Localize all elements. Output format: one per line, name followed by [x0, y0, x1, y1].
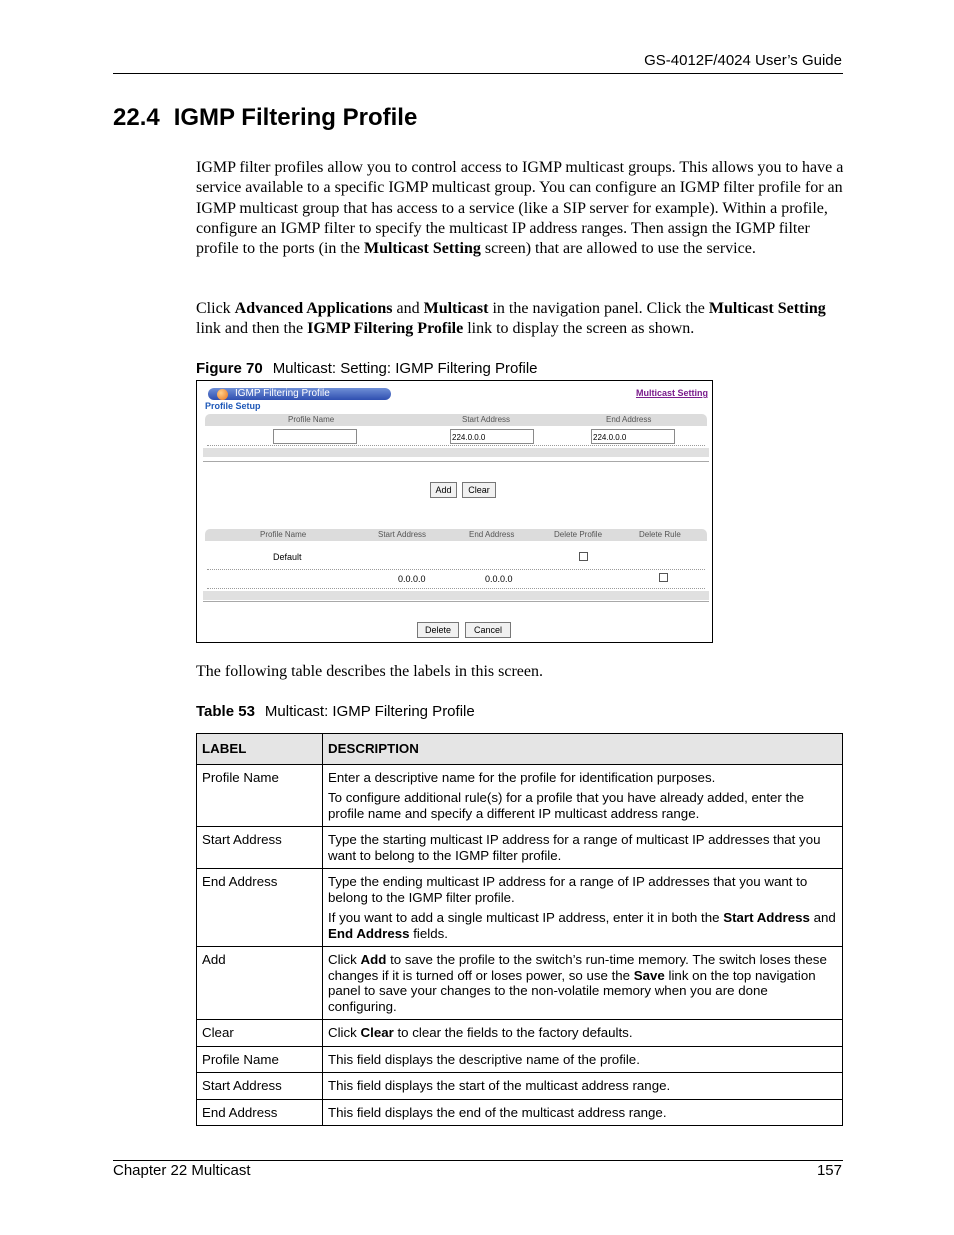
- list-footer-bar: [203, 591, 709, 600]
- list-header-name: Profile Name: [260, 530, 307, 539]
- following-text: The following table describes the labels in this screen.: [196, 663, 544, 680]
- footer-rule: [113, 1160, 843, 1161]
- section-number: 22.4: [113, 104, 160, 131]
- screen-title-dot-icon: [217, 389, 228, 400]
- profile-name-input[interactable]: [273, 429, 357, 444]
- setup-header-start: Start Address: [462, 415, 511, 424]
- list-row-divider-2: [207, 588, 705, 589]
- description-table: [196, 733, 843, 1126]
- start-address-input[interactable]: 224.0.0.0: [450, 429, 534, 444]
- table-row: Add Click Add to save the profile to the switch’s run-time memory. The switch loses these changes if it is turned off or loses power, so use the Save link on the top navigation panel to save your changes to the non-volatile memory when you are done configuring.: [197, 947, 843, 1020]
- intro-paragraph-2: Click Advanced Applications and Multicast in the navigation panel. Click the Multicast Setting link and then the IGMP Filtering Profile link to display the screen as shown.: [196, 300, 826, 338]
- list-header-band: [205, 529, 707, 541]
- list-header-start: Start Address: [378, 530, 427, 539]
- profile-setup-subtitle: Profile Setup: [205, 401, 261, 411]
- setup-header-band: [205, 414, 707, 426]
- table-row: End Address Type the ending multicast IP address for a range of IP addresses that you want to belong to the IGMP filter profile. If you want to add a single multicast IP address, enter it in both the Start Address and End Address fields.: [197, 869, 843, 947]
- guide-title: GS-4012F/4024 User’s Guide: [644, 52, 842, 69]
- screen-title-bar: [208, 388, 391, 400]
- table-row: Profile Name Enter a descriptive name for the profile for identification purposes. To configure additional rule(s) for a profile that you have already added, enter the profile name and specify a different IP multicast address range.: [197, 764, 843, 827]
- figure-screenshot: [196, 380, 713, 643]
- screen-title: IGMP Filtering Profile: [235, 388, 330, 399]
- delete-profile-checkbox[interactable]: [579, 552, 588, 561]
- multicast-setting-link[interactable]: Multicast Setting: [635, 388, 708, 398]
- delete-button[interactable]: Delete: [417, 622, 459, 638]
- section-title: [113, 104, 417, 132]
- setup-header-end: End Address: [606, 415, 652, 424]
- footer-page-number: 157: [816, 1162, 842, 1179]
- list-header-delete-rule: Delete Rule: [639, 530, 681, 539]
- list-header-delete-profile: Delete Profile: [554, 530, 603, 539]
- profile-row-name: Default: [273, 552, 302, 562]
- list-row-divider: [207, 569, 705, 570]
- header-rule: [113, 73, 843, 74]
- label-header: LABEL: [197, 734, 323, 765]
- rule-row-start: 0.0.0.0: [398, 574, 426, 584]
- footer-chapter: Chapter 22 Multicast: [113, 1162, 251, 1179]
- table-row: Start Address This field displays the start of the multicast address range.: [197, 1073, 843, 1100]
- figure-caption: Figure 70 Multicast: Setting: IGMP Filtering Profile: [196, 360, 538, 377]
- setup-footer-bar: [203, 448, 709, 457]
- table-row: End Address This field displays the end of the multicast address range.: [197, 1099, 843, 1126]
- setup-row-divider: [207, 445, 705, 446]
- table-header-row: [197, 734, 843, 765]
- end-address-input[interactable]: 224.0.0.0: [591, 429, 675, 444]
- add-button[interactable]: Add: [430, 482, 457, 498]
- setup-separator: [203, 461, 709, 462]
- table-row: Start Address Type the starting multicast IP address for a range of multicast IP addresses that you want to belong to the IGMP filter profile.: [197, 827, 843, 869]
- clear-button[interactable]: Clear: [462, 482, 496, 498]
- table-row: Clear Click Clear to clear the fields to the factory defaults.: [197, 1020, 843, 1047]
- cancel-button[interactable]: Cancel: [465, 622, 511, 638]
- table-caption: Table 53 Multicast: IGMP Filtering Profile: [196, 703, 475, 720]
- table-row: Profile Name This field displays the descriptive name of the profile.: [197, 1046, 843, 1073]
- delete-rule-checkbox[interactable]: [659, 573, 668, 582]
- rule-row-end: 0.0.0.0: [485, 574, 513, 584]
- list-header-end: End Address: [469, 530, 515, 539]
- list-separator: [203, 601, 709, 602]
- section-title-text: IGMP Filtering Profile: [173, 104, 418, 131]
- description-header: DESCRIPTION: [323, 734, 843, 765]
- setup-header-name: Profile Name: [288, 415, 335, 424]
- intro-paragraph-1: IGMP filter profiles allow you to control access to IGMP multicast groups. This allows you to have a service available to a specific IGMP multicast group. You can configure an IGMP filter profile for an IGMP multicast group that has access to a service (like a SIP server for example). Within a profile, configure an IGMP filter to specify the multicast IP address ranges. Then assign the IGMP filter profile to the ports (in the Multicast Setting screen) that are allowed to use the service.: [196, 159, 844, 258]
